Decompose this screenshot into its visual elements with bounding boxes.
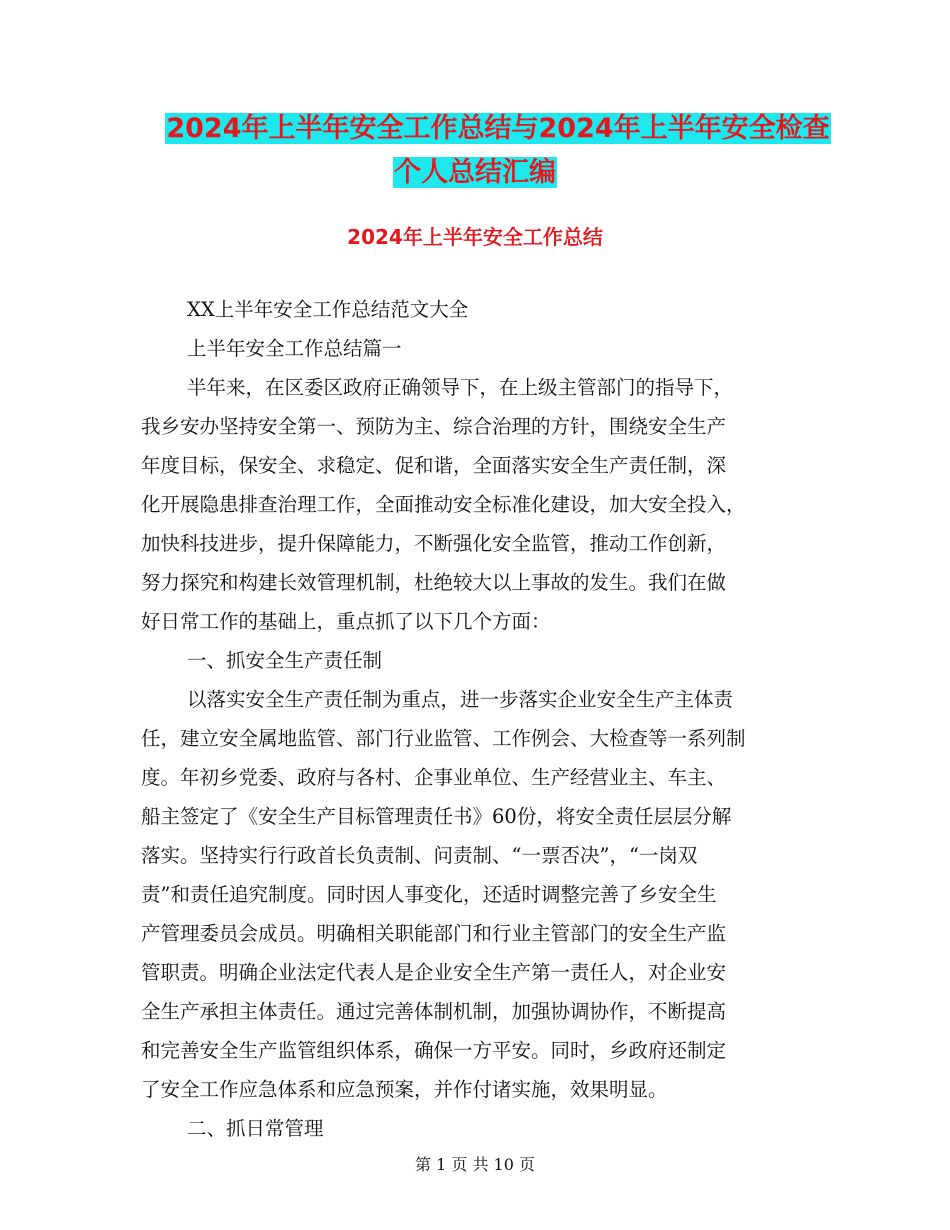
document-title-text-2: 个人总结汇编 <box>394 157 556 188</box>
document-title-line-1 <box>23 111 950 147</box>
paragraph-line: 全生产承担主体责任。通过完善体制机制，加强协调协作，不断提高 <box>141 1000 727 1023</box>
paragraph-line: 产管理委员会成员。明确相关职能部门和行业主管部门的安全生产监 <box>141 922 727 945</box>
paragraph-line: 了安全工作应急体系和应急预案，并作付诸实施，效果明显。 <box>141 1078 668 1101</box>
paragraph-line: 以落实安全生产责任制为重点，进一步落实企业安全生产主体责 <box>187 688 734 711</box>
paragraph-line: 半年来，在区委区政府正确领导下，在上级主管部门的指导下， <box>187 376 734 399</box>
subtitle-line: XX上半年安全工作总结范文大全 <box>187 298 469 321</box>
document-title-line-2 <box>0 155 950 191</box>
document-title-text-1: 2024年上半年安全工作总结与2024年上半年安全检查 <box>166 113 830 144</box>
paragraph-line: 年度目标，保安全、求稳定、促和谐，全面落实安全生产责任制，深 <box>141 454 727 477</box>
section-heading: 2024年上半年安全工作总结 <box>347 225 603 249</box>
paragraph-line: 管职责。明确企业法定代表人是企业安全生产第一责任人，对企业安 <box>141 961 727 984</box>
paragraph-line: 加快科技进步，提升保障能力，不断强化安全监管，推动工作创新， <box>141 532 727 555</box>
subsection-heading: 二、抓日常管理 <box>187 1117 324 1140</box>
paragraph-line: 任，建立安全属地监管、部门行业监管、工作例会、大检查等一系列制 <box>141 727 746 750</box>
page-number-footer: 第 1 页 共 10 页 <box>415 1155 535 1174</box>
paragraph-line: 责”和责任追究制度。同时因人事变化，还适时调整完善了乡安全生 <box>141 883 717 906</box>
paragraph-line: 好日常工作的基础上，重点抓了以下几个方面： <box>141 610 551 633</box>
subsection-heading: 一、抓安全生产责任制 <box>187 649 383 672</box>
paragraph-line: 努力探究和构建长效管理机制，杜绝较大以上事故的发生。我们在做 <box>141 571 727 594</box>
chapter-heading: 上半年安全工作总结篇一 <box>187 337 402 360</box>
paragraph-line: 我乡安办坚持安全第一、预防为主、综合治理的方针，围绕安全生产 <box>141 415 727 438</box>
paragraph-line: 化开展隐患排查治理工作，全面推动安全标准化建设，加大安全投入， <box>141 493 746 516</box>
paragraph-line: 度。年初乡党委、政府与各村、企事业单位、生产经营业主、车主、 <box>141 766 727 789</box>
paragraph-line: 船主签定了《安全生产目标管理责任书》60份，将安全责任层层分解 <box>141 805 732 828</box>
paragraph-line: 和完善安全生产监管组织体系，确保一方平安。同时，乡政府还制定 <box>141 1039 727 1062</box>
paragraph-line: 落实。坚持实行行政首长负责制、问责制、“一票否决”，“一岗双 <box>141 844 698 867</box>
